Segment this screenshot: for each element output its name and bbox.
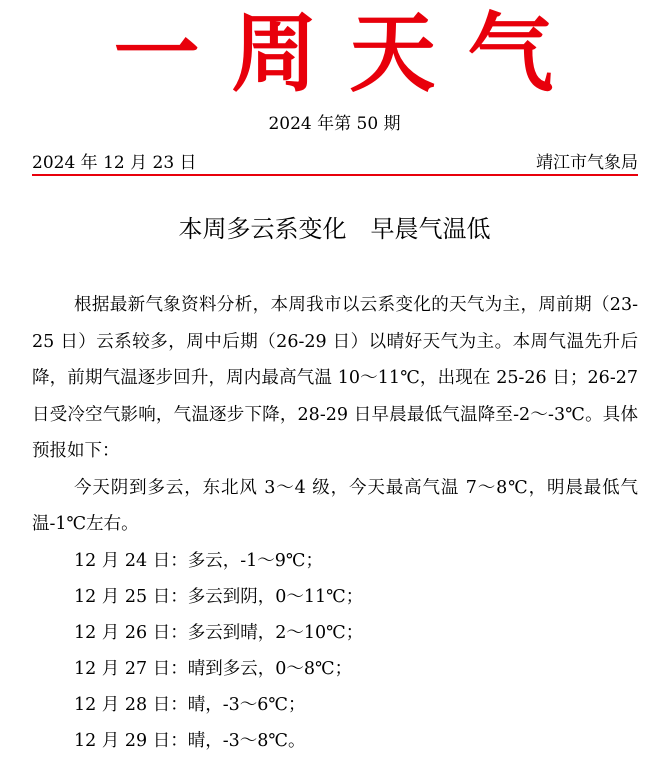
forecast-text: 晴，-3～8℃。 — [187, 730, 306, 751]
forecast-text: 多云到晴，2～10℃； — [187, 622, 364, 643]
publisher: 靖江市气象局 — [536, 153, 638, 173]
article-body — [32, 287, 638, 759]
forecast-day: 12 月 29 日： — [74, 730, 188, 751]
masthead-title: 一周天气 — [113, 4, 586, 104]
issue-number: 2024 年第 50 期 — [268, 114, 401, 134]
forecast-day: 12 月 25 日： — [74, 586, 188, 607]
forecast-row — [32, 651, 638, 687]
dateline — [32, 151, 638, 175]
forecast-row — [32, 615, 638, 651]
forecast-text: 晴，-3～6℃； — [187, 694, 306, 715]
forecast-day: 12 月 26 日： — [74, 622, 188, 643]
forecast-row — [32, 723, 638, 759]
forecast-day: 12 月 24 日： — [74, 550, 188, 571]
forecast-row — [32, 543, 638, 579]
red-divider — [32, 174, 638, 176]
forecast-day: 12 月 27 日： — [74, 658, 188, 679]
forecast-text: 多云到阴，0～11℃； — [187, 586, 364, 607]
paragraph-today: 今天阴到多云，东北风 3～4 级，今天最高气温 7～8℃，明晨最低气温-1℃左右。 — [32, 477, 638, 534]
forecast-row — [32, 687, 638, 723]
publish-date: 2024 年 12 月 23 日 — [32, 153, 197, 173]
forecast-text: 晴到多云，0～8℃； — [187, 658, 353, 679]
forecast-row — [32, 579, 638, 615]
paragraph-summary: 根据最新气象资料分析，本周我市以云系变化的天气为主，周前期（23-25 日）云系较多，周中后期（26-29 日）以晴好天气为主。本周气温先升后降，前期气温逐步回升，周内最高气温 10～11℃，出现在 25-26 日；26-27 日受冷空气影响，气温逐步下降，28-29 日早晨最低气温降至-2～-3℃。具体预报如下： — [32, 295, 638, 461]
forecast-text: 多云，-1～9℃； — [187, 550, 323, 571]
headline: 本周多云系变化 早晨气温低 — [178, 215, 491, 243]
forecast-day: 12 月 28 日： — [74, 694, 188, 715]
